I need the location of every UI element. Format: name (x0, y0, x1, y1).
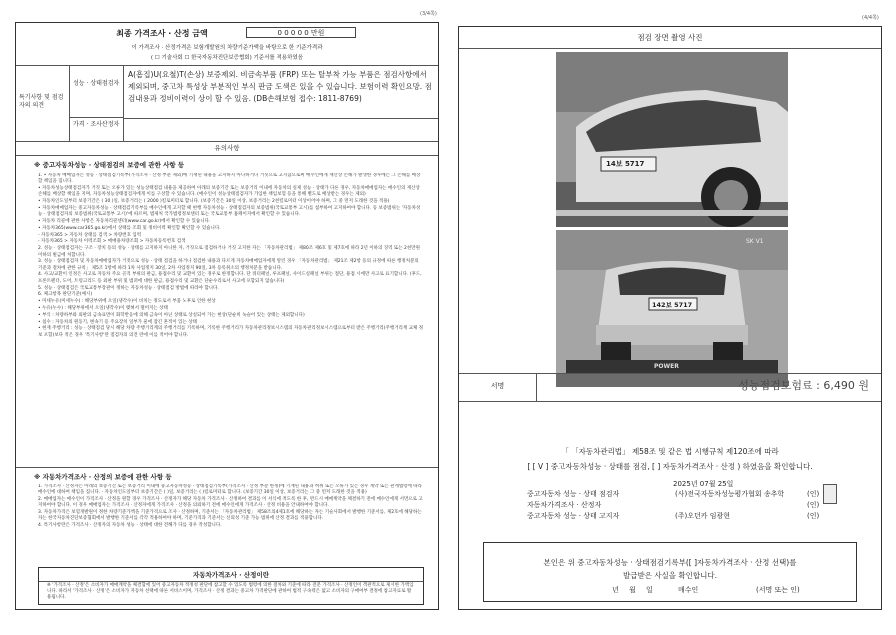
sec1-title: ※ 중고자동차성능 · 상태점검의 보증에 관한 사항 등 (34, 161, 185, 169)
sec1-item: • 현재 주행거리 : 성능 · 상태점검 당시 해당 차량 주행거리계의 주행거리를 기록하며, 기록한 주행거리가 자동차관리정보시스템의 자동차관리정보시스템으로부터 받은 주행거리(주행거리계 교체 정보 포함)보다 적은 경우 '특기사항'란 점검자의 의견 란에 이를 적어야 합니다. (38, 326, 424, 338)
sec1-item: - 자동차365 > 자동차 이력조회 > 매매용차량조회 > 자동차등록번호 검색 (38, 239, 186, 245)
sec2-item: 1. 가격조사 · 산정자는 아래의 보증기간 또는 보증거리 이내에 중고자동차성능 · 상태점검기록부(가격조사 · 산정 부분 한정)에 기재된 내용과 허위 또는 오류가 있는 경우 계약 또는 관계법령에 따라 매수인에 대하여 책임을 집니다. · 자동차인도일부터 보증기간은 ( )일, 보증거리는 ( )킬로미터로 합니다. (보증기간 30일 이상, 보증거리는 그 중 먼저 도래한 것을 적용) (38, 484, 422, 496)
badge-text: SK V1 (746, 238, 764, 245)
price-note-2: ( ☐ 기술사회 ☐ 한국자동차진단보증협회) 기준서를 적용하였음 (150, 55, 304, 61)
left-page (15, 22, 439, 610)
final-price-value: 0 0 0 0 0 만원 (246, 27, 356, 38)
sec2-item: 4. 특기사항란은 가격조사 · 산정자의 자동차 성능 · 상태에 대한 견해가 다를 경우 작성합니다. (38, 523, 222, 529)
right-page (458, 26, 882, 610)
price-label: 가격 · 조사산정자 (70, 118, 124, 141)
buyer-line-1: 본인은 위 중고자동차성능 · 상태점검기록부([ ]자동차가격조사 · 산정 선택)를 (543, 558, 797, 567)
buyer-line-2: 발급받은 사실을 확인합니다. (622, 571, 718, 580)
sec3-text: ※ '가격조사 · 산정'은 소비자가 매매계약을 체결함에 있어 중고자동차 적정성 판단에 참고할 수 있도록 법령에 의한 절차와 기준에 따라 전문 가격조사 · 산정인이 객관적으로 제시한 가액입니다. 따라서 '가격조사 · 산정'은 소비자가 자동차 선택에 따른 서비스이며, 가격조사 · 산정 결과는 중고차 가격판단에 관하여 법적 구속력은 없고 소비자의 구매여부 결정에 참고자료로 활용됩니다. (47, 583, 414, 601)
confirm-line-2: [ [ V ] 중고자동차성능 · 상태를 점검, [ ] 자동차가격조사 · 산정 ) 하였음을 확인합니다. (527, 462, 813, 471)
sec2-list (38, 484, 424, 564)
sec1-item: • 누유(누수) : 해당부위에서 오일(냉각수)이 맺혀서 떨어지는 상태 (38, 305, 168, 311)
signer-row: 중고자동차 성능 · 상태 고지자 (주)오던카 임광현 (인) (527, 512, 820, 520)
sec2-item: 2. 매매업자는 매수인이 가격조사 · 산정을 원할 경우 가격조사 · 산정자가 해당 자동차 가격조사 · 산정하여 결과를 이 서식에 적도록 한 후, 반드시 매매계약을 체결하기 전에 매수인에게 서면으로 고지하여야 합니다. 이 경우 매매업자는 가격조사 · 산정자에게 가격조사 · 산정을 의뢰하기 전에 매수인에게 가격조사 · 산정 비용을 안내하여야 합니다. (38, 497, 423, 509)
buyer-box (483, 542, 857, 602)
car-side-photo-icon (556, 52, 788, 227)
signer-row: 자동차가격조사 · 산정자 (인) (527, 501, 820, 509)
confirm-date: 2025년 07월 25일 (673, 480, 734, 488)
right-page-number: (4/4쪽) (862, 15, 879, 21)
sec1-item: 5. 성능 · 상태점검은 국토교통부장관이 정하는 자동차성능 · 상태점검 방법에 따라야 합니다. (38, 285, 219, 291)
sec2-item: 3. 자동차가격은 보험개발원이 정한 차량기준가액을 기준가격으로 조사 · 산정하며, 기준서는 「자동차관리법」 제58조의4제1호에 해당하는 자는 기술사회에서 발행한 기준서를, 제2호에 해당하는 자는 한국자동차진단보증협회에서 발행한 기준서를 각각 적용하여야 하며, 기준가격과 기준서는 신뢰성 기준 가능 범위에 산정 결과를 적용합니다. (38, 510, 422, 522)
condition-text: A(흠집)U(요철)T(손상) 보증제외. 비금속부품 (FRP) 또는 탈부착 가능 부품은 점검사항에서 제외되며, 중고차 특성상 부분적인 부식 판금 도색은 있을 수 있습니다. 보험이력 확인요망. 점검내용과 정비이력이 상이 할 수 있음. (DB손해보험 접수: 1811-8769) (128, 70, 432, 103)
sec1-item: 2. 성능 · 상태점검자는 구조 · 장치 등의 성능 · 상태를 고지하지 아니한 자, 거짓으로 점검하거나 거짓 고지한 자는 「자동차관리법」 제80조 제6호 및 제7호에 따라 2년 이하의 징역 또는 2천만원 이하의 벌금에 처합니다. (38, 246, 420, 258)
sec1-item: 3. 성능 · 상태점검자 및 자동차매매업자가 거짓으로 성능 · 상태 점검을 하거나 점검한 내용과 다르게 자동차매매업자에게 알린 경우 「자동차관리법」 제21조 제2항 등의 규정에 따른 행정처분의 기준과 절차에 관한 규칙」 제5조 1항에 따라 1차 사업정지 30일, 2차 사업정지 90일, 3차 등록취소의 행정처분을 받습니다. (38, 259, 419, 271)
buyer-date: 년 월 일 (612, 586, 653, 594)
inspection-photo-side (556, 52, 788, 227)
left-page-number: (3/4쪽) (420, 11, 437, 17)
sec1-item: 6. 체크항목 판단기준(예시) (38, 292, 93, 298)
sec1-item: • 자동차인도일부터 보증기간은 ( 30 )일, 보증거리는 ( 2000 )킬로미터로 합니다. (보증기간은 30일 이상, 보증거리는 2천킬로미터 이상이어야 하며, 그 중 먼저 도래한 것을 적용) (38, 199, 390, 205)
sec1-item: 1. • 자동차 매매업자는 성능 · 상태점검기록부(가격조사 · 산정 부분 제외)에 기재된 내용을 고지하지 아니하거나 거짓으로 고지함으로써 매수인에게 재산상 손해가 발생한 경우에는 그 손해를 배상할 책임을 집니다. (38, 173, 421, 185)
opinion-section (16, 66, 438, 142)
sec1-item: • 자동차 리콜에 관한 사항은 자동차리콜센터(www.car.go.kr)에서 확인할 수 있습니다. (38, 219, 211, 225)
sec2-title: ※ 자동차가격조사 · 산정의 보증에 관한 사항 등 (34, 473, 172, 481)
ramp-text: POWER (654, 363, 679, 370)
final-price-section (16, 23, 438, 66)
condition-label: 성능 · 상태점검자 (70, 66, 124, 118)
fee-text: 성능점검보험료 : 6,490 원 (738, 379, 869, 392)
buyer-sign: (서명 또는 인) (756, 586, 800, 594)
price-note-1: 이 가격조사 · 산정가격은 보험개발원의 차량기준가액을 바탕으로 한 기준가격과 (131, 45, 323, 51)
seal-stamp-icon (823, 484, 837, 504)
plate-1: 14보 5717 (606, 160, 645, 168)
sec1-item: - 자동차365 > 자동차 상태를 검색 > 차량번호 입력 (38, 232, 142, 238)
sec1-item: • 미세누유(미세누수) : 해당부위에 오일(냉각수)이 비치는 정도로서 부품 노후로 인한 현상 (38, 299, 216, 305)
photo-title: 점검 장면 촬영 사진 (459, 27, 881, 49)
sec1-item: • 부식 : 차량하부와 외판의 금속표면이 화학반응에 의해 금속이 아닌 상태로 상실되어 가는 현상(단순히 녹슬어 있는 상태는 제외합니다) (38, 312, 305, 318)
notice-title: 유의사항 (16, 142, 438, 156)
sec1-item: • 자동차성능상태점검자가 거짓 또는 오류가 있는 성능상태점검 내용을 제공하여 아래의 보증기간 또는 보증거리 이내에 자동차의 실제 성능 · 상태가 다른 경우, 자동차매매업자는 매수인의 재산상 손해를 배상할 책임을 지며, 자동차성능상태점검자에게 이를 구상할 수 있습니다. (매수인이 성능상태점검자가 가입한 책임보험 등을 통해 별도로 배상받는 경우는 제외) (38, 186, 420, 198)
sec1-item: • 자동차매매업자는 중고자동차성능 · 상태점검기록부를 매수인에게 고지할 때 현행 자동차성능 · 상태점검자의 보증범위(국토교통부 고시)를 첨부하여 고지하여야 합니다. 등 보증범위는 '자동차성능 · 상태점검자의 보증범위(국토교통부 고시)'에 따르며, 법제처 국가법령정보센터 또는 국토교통부 홈페이지에서 확인할 수 있습니다. (38, 205, 421, 218)
sec1-item: 4. 사고/교환이 인정은 사고로 자동차 주요 골격 부위의 판금, 용접수리 및 교환이 있는 경우로 한정합니다. 단 쿼터패널, 루프패널, 사이드실패널 부위는 절단, 용접 시에만 사고로 표기합니다. (후드, 프론트펜더, 도어, 트렁크리드 등 외판 부위 및 범퍼에 대한 판금, 용접수리 및 교환은 단순수리로서 사고에 포함되지 않습니다) (38, 272, 422, 284)
confirm-line-1: 「 「자동차관리법」 제58조 및 같은 법 시행규칙 제120조에 따라 (561, 447, 779, 456)
sec1-list (38, 173, 424, 463)
signer-list (527, 489, 857, 522)
inspection-photo-front (556, 230, 788, 387)
opinion-label: 특기사항 및 점검자의 의견 (16, 66, 70, 141)
sec3-box (38, 567, 424, 605)
sec1-item: • 침수 : 자동차의 원동기, 변속기 등 주요장치 일부가 물에 잠긴 흔적이 있는 상태 (38, 319, 197, 325)
plate-2: 142보 5717 (652, 301, 693, 309)
signer-row: 중고자동차 성능 · 상태 점검자 (사)전국자동차성능평가협회 송추학 (인) (527, 490, 820, 498)
sec3-title: 자동차가격조사 · 산정이란 (39, 570, 423, 582)
buyer-role: 매수인 (678, 586, 699, 594)
final-price-title: 최종 가격조사 · 산정 금액 (116, 29, 208, 38)
sign-label: 서명 (459, 373, 537, 401)
sec1-item: • 자동차365(www.car365.go.kr)에서 상태를 조회 및 정비이력 확인할 확인할 수 있습니다. (38, 225, 221, 231)
